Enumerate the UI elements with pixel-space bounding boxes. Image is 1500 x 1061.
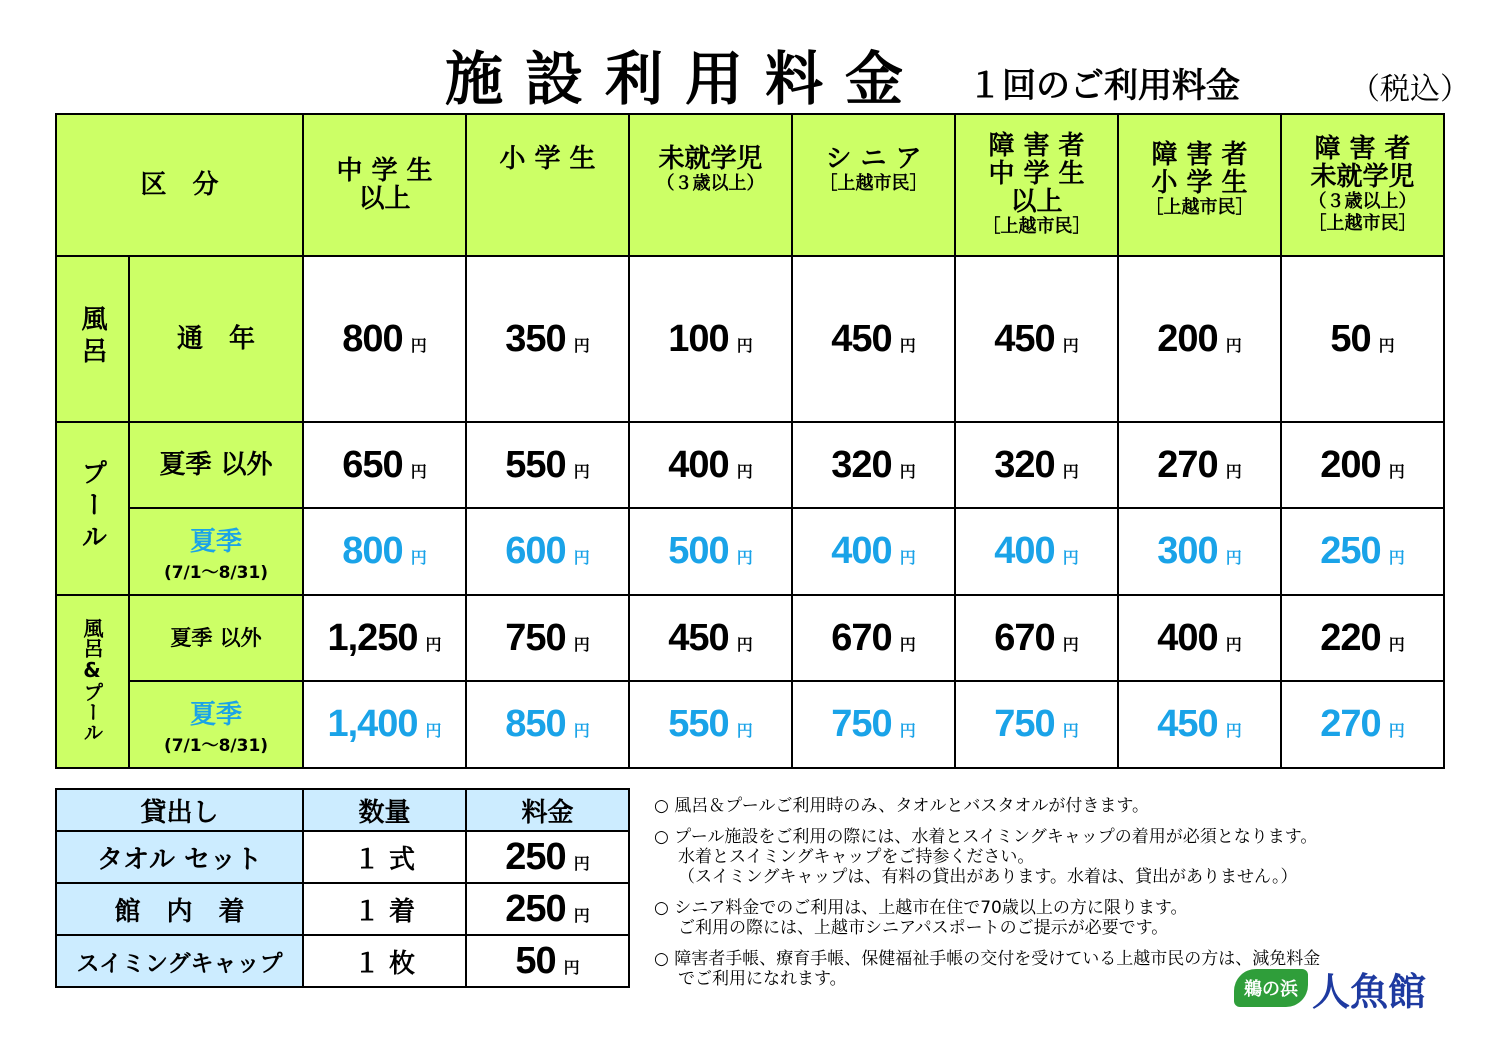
- facility-logo: [1234, 965, 1427, 1014]
- rental-header-row: [56, 789, 629, 831]
- price-cell: [629, 422, 792, 508]
- yen-unit: 円: [899, 548, 916, 567]
- rental-row-towel: [56, 831, 629, 883]
- price-cell: [466, 595, 629, 681]
- price-cell: [1118, 508, 1281, 595]
- summer-label: 夏季: [189, 699, 242, 730]
- col-header-line: 小 学 生: [1151, 168, 1248, 198]
- yen-unit: 円: [1225, 335, 1242, 355]
- row-label: 夏季 以外: [129, 595, 303, 681]
- price-cell: [629, 508, 792, 595]
- yen-unit: 円: [573, 721, 590, 740]
- page-subtitle: １回のご利用料金: [968, 66, 1240, 106]
- group-label-pool: [56, 422, 129, 595]
- price-value: 450: [1157, 703, 1218, 745]
- price-cell: [629, 595, 792, 681]
- price-value: 750: [831, 703, 892, 745]
- page-title: 施設利用料金: [445, 45, 926, 113]
- yen-unit: 円: [1062, 335, 1079, 355]
- col-header-note: （３歳以上）: [656, 173, 765, 194]
- rental-item: タオル セット: [56, 831, 303, 883]
- price-cell: [955, 256, 1118, 422]
- rental-item: 館 内 着: [56, 883, 303, 935]
- note-item: [654, 827, 1354, 887]
- price-value: 220: [1320, 616, 1381, 659]
- rental-item: スイミングキャップ: [56, 935, 303, 987]
- price-value: 1,400: [327, 703, 418, 745]
- yen-unit: 円: [1388, 634, 1405, 654]
- price-cell: [303, 595, 466, 681]
- note-line: ○ シニア料金でのご利用は、上越市在住で70歳以上の方に限ります。: [654, 898, 1188, 918]
- yen-unit: 円: [1062, 634, 1079, 654]
- col-header-disabled-junior-high: [955, 114, 1118, 256]
- price-value: 800: [342, 530, 403, 572]
- price-value: 670: [831, 616, 892, 659]
- col-header-line: 中 学 生: [336, 156, 433, 186]
- yen-unit: 円: [573, 335, 590, 355]
- note-item: [654, 898, 1354, 938]
- rental-qty: １ 着: [303, 883, 466, 935]
- col-header-line: 以上: [1010, 187, 1063, 217]
- price-cell: [1118, 681, 1281, 768]
- row-label: 夏季 以外: [129, 422, 303, 508]
- price-value: 670: [994, 616, 1055, 659]
- note-line: （スイミングキャップは、有料の貸出があります。水着は、貸出がありません。）: [678, 867, 1298, 887]
- group-label-text: 風呂&プール: [80, 617, 104, 742]
- table-row-bathpool-summer: [56, 681, 1444, 768]
- yen-unit: 円: [573, 853, 590, 873]
- col-header-senior: [792, 114, 955, 256]
- summer-label: 夏季: [189, 526, 242, 557]
- yen-unit: 円: [410, 461, 427, 481]
- price-cell: [1281, 595, 1444, 681]
- price-value: 750: [505, 616, 566, 659]
- category-header: 区 分: [56, 114, 303, 256]
- col-header-line: 小 学 生: [499, 144, 596, 174]
- yen-unit: 円: [736, 335, 753, 355]
- rental-table: [55, 788, 630, 988]
- yen-unit: 円: [1225, 721, 1242, 740]
- note-item: [654, 796, 1354, 816]
- yen-unit: 円: [736, 461, 753, 481]
- table-row-pool-offseason: [56, 422, 1444, 508]
- yen-unit: 円: [425, 721, 442, 740]
- rental-header-item: 貸出し: [56, 789, 303, 831]
- price-value: 250: [505, 835, 566, 878]
- yen-unit: 円: [1225, 461, 1242, 481]
- col-header-line: シ ニ ア: [825, 144, 922, 174]
- price-value: 550: [505, 443, 566, 486]
- price-value: 100: [668, 317, 729, 360]
- price-cell: [955, 595, 1118, 681]
- price-cell: [629, 256, 792, 422]
- price-cell: [792, 508, 955, 595]
- yen-unit: 円: [410, 548, 427, 567]
- price-value: 800: [342, 317, 403, 360]
- rental-price: [466, 883, 629, 935]
- rental-qty: １ 枚: [303, 935, 466, 987]
- tax-note: （税込）: [1350, 72, 1470, 107]
- col-header-note: ［上越市民］: [982, 216, 1091, 237]
- price-value: 850: [505, 703, 566, 745]
- yen-unit: 円: [1388, 461, 1405, 481]
- yen-unit: 円: [736, 548, 753, 567]
- price-cell: [955, 508, 1118, 595]
- price-value: 300: [1157, 530, 1218, 572]
- rental-qty: １ 式: [303, 831, 466, 883]
- price-cell: [1118, 422, 1281, 508]
- summer-period: (7/1～8/31): [163, 735, 269, 756]
- price-value: 400: [994, 530, 1055, 572]
- yen-unit: 円: [1378, 335, 1395, 355]
- price-cell: [792, 422, 955, 508]
- price-value: 450: [668, 616, 729, 659]
- price-value: 400: [831, 530, 892, 572]
- row-label-summer: [129, 508, 303, 595]
- price-cell: [303, 681, 466, 768]
- col-header-note: ［上越市民］: [819, 173, 928, 194]
- price-cell: [303, 422, 466, 508]
- price-value: 250: [1320, 530, 1381, 572]
- yen-unit: 円: [1062, 461, 1079, 481]
- col-header-line: 未就学児: [1310, 162, 1415, 192]
- price-cell: [1281, 256, 1444, 422]
- price-value: 600: [505, 530, 566, 572]
- table-row-bath-annual: [56, 256, 1444, 422]
- yen-unit: 円: [573, 905, 590, 925]
- group-label-text: 風呂: [77, 305, 107, 369]
- price-cell: [303, 256, 466, 422]
- price-cell: [629, 681, 792, 768]
- price-value: 270: [1320, 703, 1381, 745]
- yen-unit: 円: [1388, 721, 1405, 740]
- row-label-summer: [129, 681, 303, 768]
- price-value: 50: [515, 939, 556, 982]
- price-cell: [792, 595, 955, 681]
- yen-unit: 円: [736, 721, 753, 740]
- price-cell: [466, 256, 629, 422]
- price-cell: [1118, 256, 1281, 422]
- price-cell: [303, 508, 466, 595]
- col-header-line: 障 害 者: [1314, 134, 1411, 164]
- price-value: 50: [1330, 317, 1371, 360]
- col-header-preschool: [629, 114, 792, 256]
- logo-leaf-badge: 鵜の浜: [1234, 969, 1308, 1007]
- price-value: 400: [1157, 616, 1218, 659]
- col-header-line: 以上: [358, 184, 411, 214]
- yen-unit: 円: [899, 634, 916, 654]
- yen-unit: 円: [1225, 634, 1242, 654]
- price-value: 1,250: [327, 616, 418, 659]
- note-line: ○ 障害者手帳、療育手帳、保健福祉手帳の交付を受けている上越市民の方は、減免料金: [654, 949, 1321, 969]
- row-label: 通 年: [129, 256, 303, 422]
- col-header-line: 未就学児: [658, 144, 763, 174]
- col-header-disabled-preschool: [1281, 114, 1444, 256]
- price-value: 750: [994, 703, 1055, 745]
- price-value: 400: [668, 443, 729, 486]
- yen-unit: 円: [1062, 548, 1079, 567]
- col-header-line: 障 害 者: [1151, 140, 1248, 170]
- table-row-pool-summer: [56, 508, 1444, 595]
- group-label-bath: [56, 256, 129, 422]
- yen-unit: 円: [425, 634, 442, 654]
- price-value: 270: [1157, 443, 1218, 486]
- rental-row-cap: [56, 935, 629, 987]
- yen-unit: 円: [1388, 548, 1405, 567]
- group-label-text: プール: [77, 458, 107, 555]
- group-label-bath-pool: [56, 595, 129, 768]
- yen-unit: 円: [573, 461, 590, 481]
- yen-unit: 円: [899, 335, 916, 355]
- col-header-note: ［上越市民］: [1308, 213, 1417, 234]
- price-cell: [1118, 595, 1281, 681]
- price-value: 500: [668, 530, 729, 572]
- price-cell: [955, 422, 1118, 508]
- price-value: 350: [505, 317, 566, 360]
- price-value: 550: [668, 703, 729, 745]
- price-cell: [466, 508, 629, 595]
- price-value: 320: [994, 443, 1055, 486]
- note-line: ○ プール施設をご利用の際には、水着とスイミングキャップの着用が必須となります。: [654, 827, 1318, 847]
- price-cell: [955, 681, 1118, 768]
- col-header-note: （３歳以上）: [1308, 191, 1417, 212]
- yen-unit: 円: [573, 634, 590, 654]
- col-header-line: 障 害 者: [988, 131, 1085, 161]
- table-row-bathpool-offseason: [56, 595, 1444, 681]
- yen-unit: 円: [899, 461, 916, 481]
- summer-period: (7/1～8/31): [163, 562, 269, 583]
- note-line: ご利用の際には、上越市シニアパスポートのご提示が必要です。: [678, 918, 1169, 938]
- fee-table: [55, 113, 1445, 769]
- note-line: ○ 風呂＆プールご利用時のみ、タオルとバスタオルが付きます。: [654, 796, 1150, 816]
- yen-unit: 円: [899, 721, 916, 740]
- logo-wordmark: 人魚館: [1312, 969, 1427, 1014]
- yen-unit: 円: [1062, 721, 1079, 740]
- fee-header-row: [56, 114, 1444, 256]
- price-cell: [466, 681, 629, 768]
- yen-unit: 円: [410, 335, 427, 355]
- yen-unit: 円: [573, 548, 590, 567]
- price-cell: [1281, 508, 1444, 595]
- note-line: でご利用になれます。: [678, 969, 847, 989]
- rental-price: [466, 935, 629, 987]
- price-cell: [1281, 422, 1444, 508]
- price-value: 320: [831, 443, 892, 486]
- price-value: 200: [1320, 443, 1381, 486]
- price-value: 450: [831, 317, 892, 360]
- rental-header-price: 料金: [466, 789, 629, 831]
- price-value: 250: [505, 887, 566, 930]
- price-value: 200: [1157, 317, 1218, 360]
- rental-header-qty: 数量: [303, 789, 466, 831]
- yen-unit: 円: [1225, 548, 1242, 567]
- yen-unit: 円: [563, 957, 580, 977]
- col-header-note: ［上越市民］: [1145, 197, 1254, 218]
- rental-row-wear: [56, 883, 629, 935]
- note-line: 水着とスイミングキャップをご持参ください。: [678, 847, 1035, 867]
- price-cell: [1281, 681, 1444, 768]
- price-value: 650: [342, 443, 403, 486]
- price-value: 450: [994, 317, 1055, 360]
- price-cell: [792, 681, 955, 768]
- price-cell: [792, 256, 955, 422]
- yen-unit: 円: [736, 634, 753, 654]
- col-header-junior-high-plus: [303, 114, 466, 256]
- col-header-disabled-elementary: [1118, 114, 1281, 256]
- rental-price: [466, 831, 629, 883]
- col-header-elementary: [466, 114, 629, 256]
- col-header-line: 中 学 生: [988, 159, 1085, 189]
- price-cell: [466, 422, 629, 508]
